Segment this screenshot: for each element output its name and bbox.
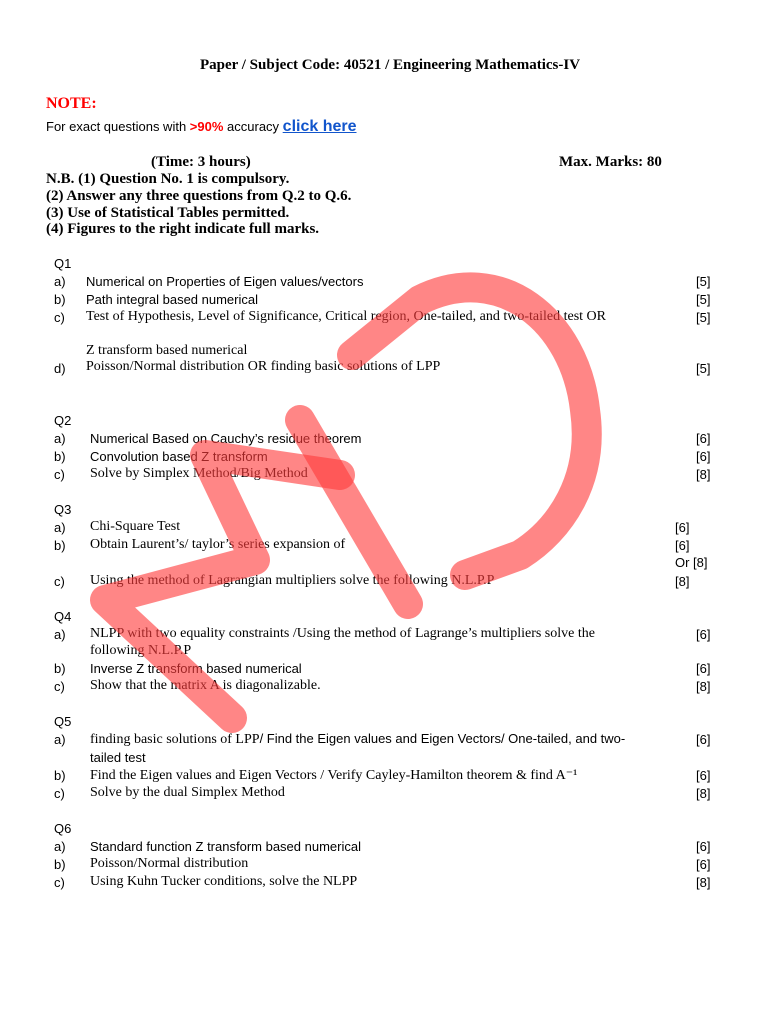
marks-value: [6] [696,449,711,464]
question-text: Numerical on Properties of Eigen values/vectors [86,274,364,289]
item-letter: c) [54,679,65,694]
question-text: Poisson/Normal distribution OR finding basic solutions of LPP [86,359,441,374]
item-letter: c) [54,875,65,890]
marks-value: [8] [696,679,711,694]
question-text: Using Kuhn Tucker conditions, solve the NLPP [90,874,358,889]
marks-value: [5] [696,292,711,307]
item-letter: c) [54,574,65,589]
marks-value: [6] [675,538,690,553]
instruction-line: (2) Answer any three questions from Q.2 to Q.6. [46,188,352,204]
question-label-q2: Q2 [54,413,72,428]
note-label: NOTE: [46,95,97,112]
marks-value: [8] [696,875,711,890]
marks-value: [8] [696,467,711,482]
question-label-q3: Q3 [54,502,72,517]
question-label-q4: Q4 [54,609,72,624]
question-text: Test of Hypothesis, Level of Significance, Critical region, One-tailed, and two-tailed test OR [86,309,606,324]
item-letter: a) [54,520,66,535]
item-letter: a) [54,274,66,289]
promo-prefix: For exact questions with [46,119,190,134]
question-text-continued: following N.L.P.P [90,643,192,658]
question-text: Solve by Simplex Method/Big Method [90,466,308,481]
item-letter: d) [54,361,66,376]
item-letter: c) [54,310,65,325]
instruction-line: N.B. (1) Question No. 1 is compulsory. [46,171,290,187]
marks-value: [6] [696,431,711,446]
question-text: Convolution based Z transform [90,449,268,464]
item-letter: a) [54,431,66,446]
promo-accent: >90% [189,119,224,134]
marks-value: [6] [696,857,711,872]
instruction-line: (4) Figures to the right indicate full marks. [46,221,320,237]
question-text: Numerical Based on Cauchy’s residue theorem [90,431,362,446]
question-text: Show that the matrix A is diagonalizable. [90,678,321,693]
question-text: NLPP with two equality constraints /Using the method of Lagrange’s multipliers solve the [90,626,595,641]
marks-value: [8] [696,786,711,801]
question-label-q5: Q5 [54,714,72,729]
question-label-q6: Q6 [54,821,72,836]
item-letter: a) [54,627,66,642]
question-text-part: finding basic solutions of LPP [90,732,260,747]
marks-value: [6] [696,768,711,783]
marks-value: [5] [696,310,711,325]
marks-value: [5] [696,274,711,289]
item-letter: b) [54,661,66,676]
question-text: Chi-Square Test [90,519,181,534]
question-text: Obtain Laurent’s/ taylor’s series expansion of [90,537,346,552]
marks-value: [8] [675,574,690,589]
question-text: Inverse Z transform based numerical [90,661,302,676]
item-letter: a) [54,839,66,854]
paper-title: Paper / Subject Code: 40521 / Engineering Mathematics-IV [199,57,581,73]
item-letter: b) [54,768,66,783]
question-text-continued: tailed test [90,750,146,765]
instruction-line: (3) Use of Statistical Tables permitted. [46,205,290,221]
question-text: Poisson/Normal distribution [90,856,249,871]
promo-line [46,118,357,136]
marks-value: [6] [696,661,711,676]
item-letter: c) [54,786,65,801]
marks-value: [6] [696,627,711,642]
exam-duration: (Time: 3 hours) [151,154,251,170]
marks-value: [6] [696,839,711,854]
question-text: Solve by the dual Simplex Method [90,785,285,800]
question-text: Standard function Z transform based numerical [90,839,361,854]
click-here-link[interactable]: click here [282,118,357,135]
question-text: Find the Eigen values and Eigen Vectors / Verify Cayley-Hamilton theorem & find A⁻¹ [90,768,578,783]
marks-value: [6] [675,520,690,535]
question-text-part: / Find the Eigen values and Eigen Vectors/ One-tailed, and two- [259,731,626,746]
item-letter: b) [54,538,66,553]
question-text [90,731,625,748]
item-letter: a) [54,732,66,747]
item-letter: b) [54,857,66,872]
item-letter: b) [54,292,66,307]
question-text: Path integral based numerical [86,292,258,307]
marks-value: [6] [696,732,711,747]
watermark-letter-d [352,287,587,575]
question-text-continued: Z transform based numerical [86,343,248,358]
promo-suffix: accuracy [223,119,283,134]
item-letter: b) [54,449,66,464]
question-text: Using the method of Lagrangian multipliers solve the following N.L.P.P [90,573,495,588]
marks-alternative: Or [8] [675,555,708,570]
marks-value: [5] [696,361,711,376]
item-letter: c) [54,467,65,482]
max-marks: Max. Marks: 80 [559,154,662,170]
question-label-q1: Q1 [54,256,72,271]
